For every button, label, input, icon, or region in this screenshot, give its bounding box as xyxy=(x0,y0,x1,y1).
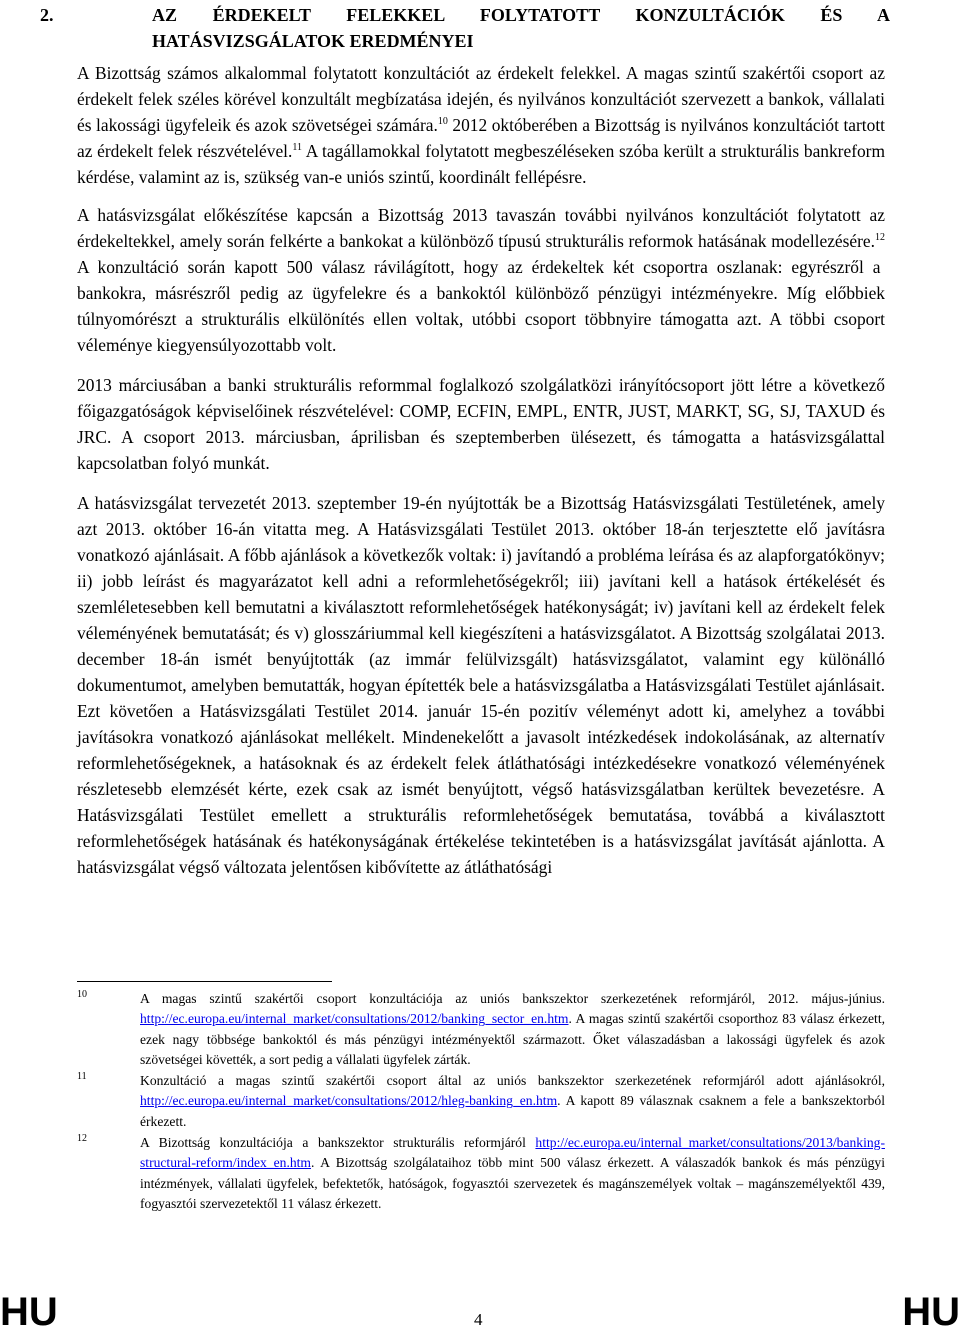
paragraph-2 xyxy=(77,202,885,358)
footnote-text xyxy=(140,1071,885,1132)
paragraph-1-part-a: A Bizottság számos alkalommal folytatott konzultációt az érdekelt felekkel. A magas szintű szakértői csoport az érdekelt felek széles körével konzultált megbízatása idején, és nyilvános konzultációt szervezett a bankok, vállalati és lakossági ügyfeleik és azok szövetségei számára. xyxy=(77,63,885,135)
section-number: 2. xyxy=(40,5,54,25)
paragraph-4: A hatásvizsgálat tervezetét 2013. szeptember 19-én nyújtották be a Bizottság Hatásvizsgálati Testületének, amely azt 2013. október 16-án vitatta meg. A Hatásvizsgálati Testület 2013. október 18-án terjesztette elő javításra vonatkozó ajánlásait. A főbb ajánlások a következők voltak: i) javítandó a probléma leírása és az alapforgatókönyv; ii) jobb leírást és magyarázatot kell adni a reformlehetőségekről; iii) javítani kell a hatások értékelését és szemléletesebben kell bemutatni a kiválasztott reformlehetőségek hatékonyságát; iv) javítani kell az érdekelt felek véleményének bemutatását; és v) glosszáriummal kell kiegészíteni a hatásvizsgálatot. A Bizottság szolgálatai 2013. december 18-án ismét benyújtották (az immár felülvizsgált) hatásvizsgálatot, valamint egy különálló dokumentumot, amelyben bemutatták, hogyan építették bele a hatásvizsgálatba a Hatásvizsgálati Testület ajánlásait. Ezt követően a Hatásvizsgálati Testület 2014. január 15-én pozitív véleményt adott ki, amelyhez a további javításokra vonatkozó ajánlásokat mellékelt. Mindenekelőtt a javasolt intézkedések indokolásának, az alternatív reformlehetőségeknek, a hatásoknak és az érdekelt felek átláthatósági intézkedésekre vonatkozó véleményének részletesebb elemzését kérte, ezek csak az ismét benyújtott, végső hatásvizsgálatban kerültek bevezetésre. A Hatásvizsgálati Testület emellett a strukturális reformlehetőségek bemutatása, továbbá a kiválasztott reformlehetőségek hatásának és hatékonyságának értékelése tekintetében is a hatásvizsgálat javítását ajánlotta. A hatásvizsgálat végső változata jelentősen kibővítette az átláthatósági xyxy=(77,493,885,877)
footnote-text-pre: A magas szintű szakértői csoport konzultációja az uniós bankszektor szerkezetének reformjáról, 2012. május-június. xyxy=(140,991,885,1006)
footnote-11 xyxy=(77,1071,885,1132)
footnote-ref-12[interactable]: 12 xyxy=(875,232,885,243)
footnote-number: 10 xyxy=(77,989,87,1000)
paragraph-1-part-b: 2012 októberében a Bizottság is nyilvános konzultációt tartott az érdekelt felek részvételével. xyxy=(77,115,885,161)
page-number: 4 xyxy=(474,1310,483,1329)
body-text xyxy=(77,60,885,894)
section-heading xyxy=(40,2,890,54)
footnote-link[interactable]: http://ec.europa.eu/internal_market/consultations/2013/banking-structural-reform/index_en.htm xyxy=(140,1135,885,1171)
footnote-ref-10[interactable]: 10 xyxy=(437,116,448,127)
paragraph-1-part-c: A tagállamokkal folytatott megbeszéléseken szóba került a strukturális bankreform kérdése, valamint az is, szükség van-e uniós szintű, koordinált fellépésre. xyxy=(77,141,885,187)
paragraph-2-part-a: A hatásvizsgálat előkészítése kapcsán a Bizottság 2013 tavaszán további nyilvános konzultációt folytatott az érdekeltekkel, amely során felkérte a bankokat a különböző típusú strukturális reformok hatásának modellezésére. xyxy=(77,205,885,251)
footnote-text-post: . A magas szintű szakértői csoporthoz 83 válasz érkezett, ezek nagy többsége bankoktól és más pénzügyi intézményektől származott. Őket válaszadásban a lakossági ügyfelek és azok szövetségei követték, a sort pedig a vállalati ügyfelek zárták. xyxy=(140,1011,885,1067)
footnote-number: 11 xyxy=(77,1071,87,1083)
footnote-text-pre: A Bizottság konzultációja a bankszektor strukturális reformjáról xyxy=(140,1135,536,1151)
footnote-number: 12 xyxy=(77,1133,87,1145)
footnote-12 xyxy=(77,1133,885,1214)
paragraph-2-part-b: A konzultáció során kapott 500 válasz rávilágított, hogy az érdekeltek két csoportra oszlanak: egyrészről a bankokra, másrészről pedig az ügyfelekre és a bankoktól különböző pénzügyi intézményekre. Míg előbbiek túlnyomórészt a strukturális elkülönítés ellen voltak, utóbbi csoport többnyire támogatta azt. A többi csoport véleménye kiegyensúlyozottabb volt. xyxy=(77,257,885,355)
footnote-text xyxy=(140,1133,885,1214)
footnote-ref-11[interactable]: 11 xyxy=(292,142,302,153)
footnote-text xyxy=(140,989,885,1070)
paragraph-3: 2013 márciusában a banki strukturális reformmal foglalkozó szolgálatközi irányítócsoport jött létre a következő főigazgatóságok képviselőinek részvételével: COMP, ECFIN, EMPL, ENTR, JUST, MARKT, SG, SJ, TAXUD és JRC. A csoport 2013. márciusban, áprilisban és szeptemberben ülésezett, és támogatta a hatásvizsgálattal kapcsolatban folyó munkát. xyxy=(77,375,885,473)
language-code-left: HU xyxy=(0,1290,58,1334)
footnote-10 xyxy=(77,989,885,1070)
paragraph-1 xyxy=(77,60,885,190)
footnotes xyxy=(77,989,885,1215)
footnote-text-post: . A Bizottság szolgálataihoz több mint 500 válasz érkezett. A válaszadók bankok és más pénzügyi intézmények, vállalati ügyfelek, befektetők, hatóságok, fogyasztói szervezetek és magánszemélyek voltak – magánszemélyektől 439, fogyasztói szervezetektől 11 válasz érkezett. xyxy=(140,1155,885,1211)
section-title: AZ ÉRDEKELT FELEKKEL FOLYTATOTT KONZULTÁCIÓK ÉS A HATÁSVIZSGÁLATOK EREDMÉNYEI xyxy=(152,5,890,51)
footnote-text-post: . A kapott 89 válasznak csaknem a fele a bankszektorból érkezett. xyxy=(140,1093,885,1129)
footnote-link[interactable]: http://ec.europa.eu/internal_market/consultations/2012/banking_sector_en.htm xyxy=(140,1011,569,1027)
language-code-right: HU xyxy=(902,1290,960,1334)
footnote-text-pre: Konzultáció a magas szintű szakértői csoport által az uniós bankszektor szerkezetének reformjáról adott ajánlásokról, xyxy=(140,1073,885,1089)
footnote-link[interactable]: http://ec.europa.eu/internal_market/consultations/2012/hleg-banking_en.htm xyxy=(140,1093,558,1109)
footnote-separator xyxy=(77,981,332,982)
